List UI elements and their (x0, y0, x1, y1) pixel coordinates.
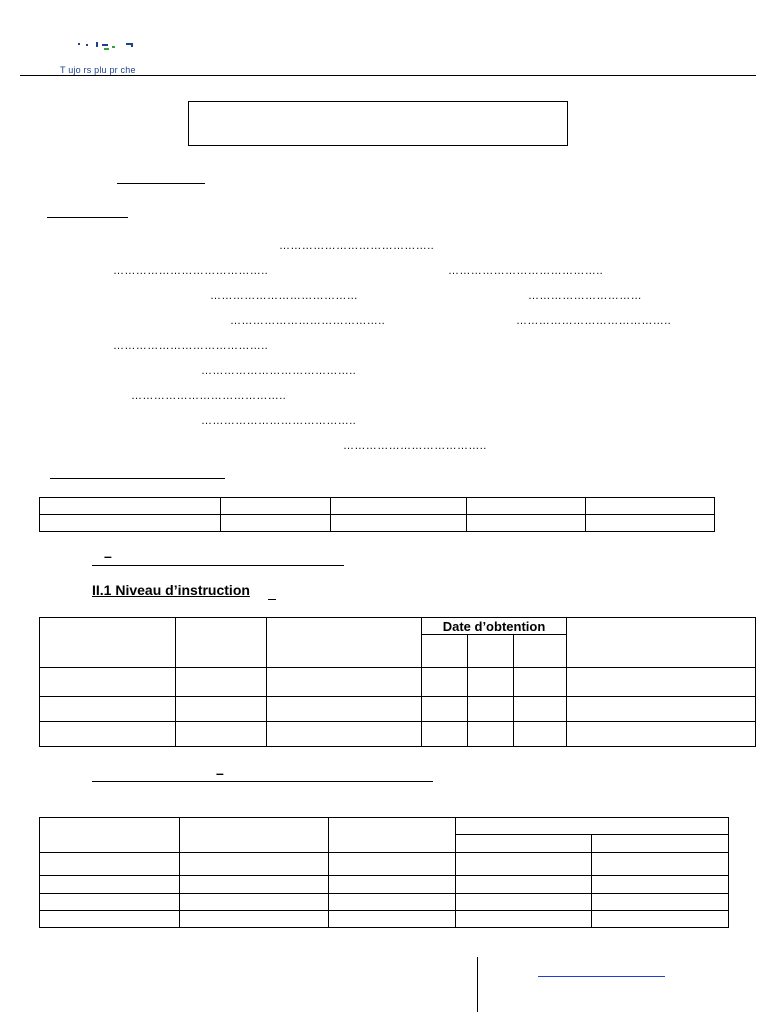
section-heading-underline (117, 183, 205, 184)
table-cell[interactable] (329, 911, 456, 928)
header-divider (20, 75, 756, 76)
fill-in-field[interactable]: ………………………… (528, 290, 642, 302)
table-cell[interactable] (40, 618, 176, 668)
table-cell[interactable] (422, 722, 468, 747)
table-cell[interactable] (422, 635, 468, 668)
table-cell[interactable] (592, 835, 729, 853)
table-cell[interactable] (267, 618, 422, 668)
table-cell[interactable] (267, 722, 422, 747)
table-cell[interactable] (422, 697, 468, 722)
table-cell[interactable] (567, 697, 756, 722)
fill-in-field[interactable]: ………………………………….. (279, 240, 435, 252)
table-cell[interactable] (40, 911, 180, 928)
table-cell[interactable] (40, 668, 176, 697)
table-cell[interactable] (456, 853, 592, 876)
table-cell[interactable] (592, 853, 729, 876)
document-title-box (188, 101, 568, 146)
table-cell[interactable] (592, 894, 729, 911)
table-cell[interactable] (329, 876, 456, 894)
table-cell[interactable] (40, 818, 180, 853)
table-cell[interactable] (331, 515, 467, 532)
table-cell[interactable] (468, 697, 514, 722)
fill-in-field[interactable]: ………………………………….. (516, 315, 672, 327)
table-cell[interactable] (567, 618, 756, 668)
table-cell[interactable] (176, 668, 267, 697)
table-cell[interactable] (514, 635, 567, 668)
company-logo-icon (76, 40, 146, 54)
table-cell[interactable] (176, 722, 267, 747)
fill-in-field[interactable]: ………………………………….. (201, 415, 357, 427)
table-cell[interactable] (40, 515, 221, 532)
table-cell[interactable] (468, 668, 514, 697)
table-cell[interactable] (40, 853, 180, 876)
table-cell[interactable] (329, 894, 456, 911)
table-cell[interactable] (40, 722, 176, 747)
section-2-dash: – (104, 548, 112, 564)
fill-in-field[interactable]: ………………………………….. (230, 315, 386, 327)
table-cell[interactable] (267, 697, 422, 722)
table-cell[interactable] (592, 876, 729, 894)
section-2-heading-underline (92, 565, 344, 566)
table-cell[interactable] (40, 697, 176, 722)
table-cell[interactable] (567, 668, 756, 697)
fill-in-field[interactable]: ………………………………….. (201, 365, 357, 377)
table-cell[interactable] (468, 722, 514, 747)
table-cell[interactable] (180, 876, 329, 894)
table-cell[interactable] (422, 668, 468, 697)
table-cell[interactable] (221, 515, 331, 532)
table-cell[interactable] (176, 697, 267, 722)
table-cell[interactable] (176, 618, 267, 668)
table-cell[interactable] (456, 911, 592, 928)
table-cell[interactable] (467, 515, 586, 532)
subsection-heading-underline (47, 217, 128, 218)
education-table (39, 617, 756, 747)
footer-link-underline[interactable] (538, 976, 665, 977)
subheading-underline-tail (268, 599, 276, 600)
fill-in-field[interactable]: ………………………………….. (131, 390, 287, 402)
table-cell[interactable] (514, 697, 567, 722)
table-heading-underline (50, 478, 225, 479)
table-cell[interactable] (468, 635, 514, 668)
table-cell[interactable] (467, 498, 586, 515)
table-cell[interactable] (40, 894, 180, 911)
table-cell[interactable] (267, 668, 422, 697)
table-cell[interactable] (586, 515, 715, 532)
section-3-dash: – (216, 765, 224, 781)
table-cell[interactable] (456, 835, 592, 853)
table-cell[interactable] (221, 498, 331, 515)
table-cell[interactable] (180, 818, 329, 853)
subsection-niveau-instruction: II.1 Niveau d’instruction (92, 582, 250, 598)
table-cell[interactable] (586, 498, 715, 515)
date-obtention-header: Date d’obtention (422, 618, 567, 635)
table-cell[interactable] (329, 818, 456, 853)
table-cell[interactable] (514, 668, 567, 697)
fill-in-field[interactable]: ……………………………….. (343, 440, 487, 452)
table-cell[interactable] (329, 853, 456, 876)
section-3-heading-underline (92, 781, 433, 782)
logo-tagline: T ujo rs plu pr che (60, 65, 136, 75)
experience-table (39, 817, 729, 928)
fill-in-field[interactable]: ………………………………….. (113, 265, 269, 277)
info-table (39, 497, 715, 532)
fill-in-field[interactable]: ………………………………… (210, 290, 359, 302)
table-cell[interactable] (592, 911, 729, 928)
fill-in-field[interactable]: ………………………………….. (448, 265, 604, 277)
table-cell[interactable] (456, 818, 729, 835)
table-cell[interactable] (40, 876, 180, 894)
table-cell[interactable] (456, 876, 592, 894)
table-cell[interactable] (40, 498, 221, 515)
fill-in-field[interactable]: ………………………………….. (113, 340, 269, 352)
table-cell[interactable] (331, 498, 467, 515)
table-cell[interactable] (456, 894, 592, 911)
table-cell[interactable] (514, 722, 567, 747)
table-cell[interactable] (180, 853, 329, 876)
table-cell[interactable] (180, 894, 329, 911)
table-cell[interactable] (180, 911, 329, 928)
table-cell[interactable] (567, 722, 756, 747)
footer-divider (477, 957, 478, 1012)
